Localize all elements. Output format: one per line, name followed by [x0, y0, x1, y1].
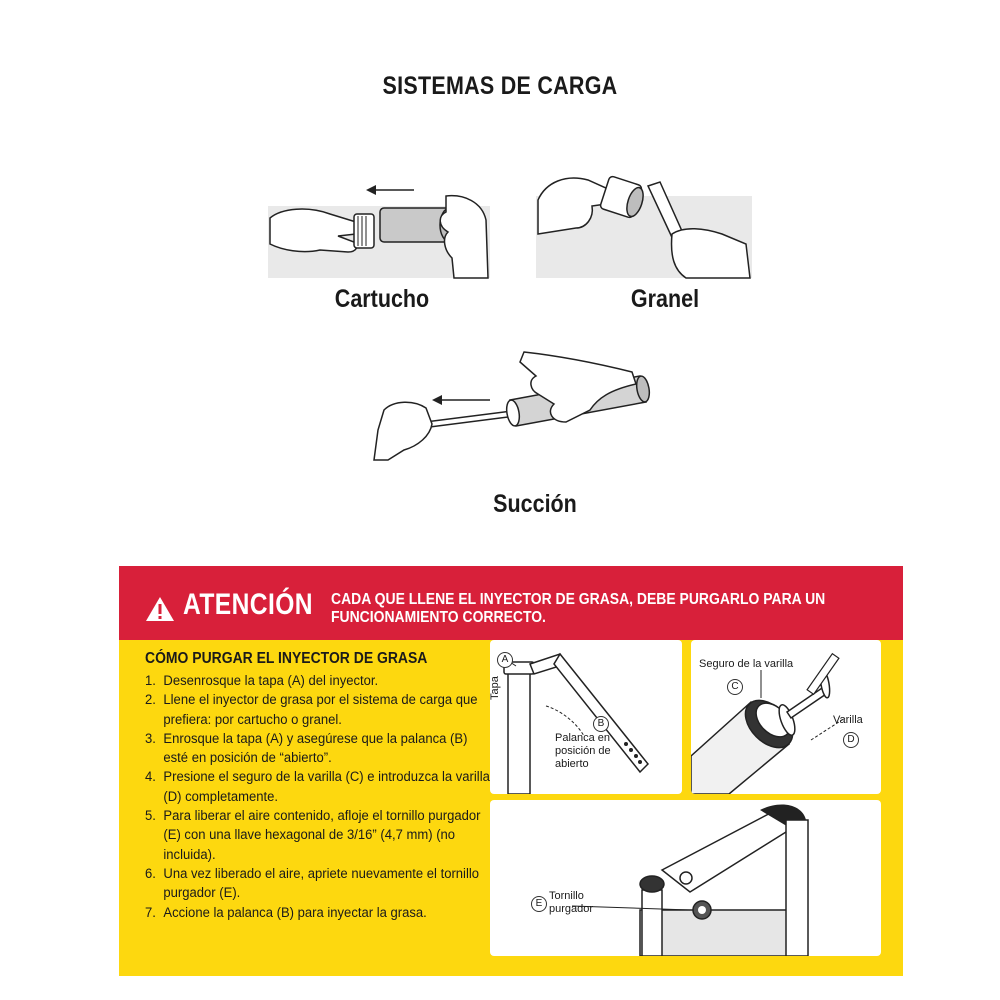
- instructions: [145, 650, 515, 923]
- cartucho-label: Cartucho: [334, 285, 430, 313]
- label-tornillo: Tornillo purgador: [549, 890, 594, 915]
- instructions-steps: [145, 672, 515, 923]
- succion-label: Succión: [493, 490, 577, 518]
- label-letter-a: A: [497, 652, 513, 668]
- step-item: Enrosque la tapa (A) y asegúrese que la palanca (B) esté en posición de “abierto”.: [163, 730, 468, 767]
- warning-message: CADA QUE LLENE EL INYECTOR DE GRASA, DEBE PURGARLO PARA UN FUNCIONAMIENTO CORRECTO.: [331, 591, 826, 626]
- cartucho-illustration: [268, 180, 490, 280]
- warning-panel: [119, 566, 903, 976]
- label-letter-d: D: [843, 732, 859, 748]
- label-varilla: Varilla: [833, 714, 863, 726]
- step-item: Desenrosque la tapa (A) del inyector.: [163, 673, 379, 689]
- step-item: Presione el seguro de la varilla (C) e introduzca la varilla (D) completamente.: [163, 769, 490, 805]
- warning-banner: [119, 566, 903, 640]
- step-item: Accione la palanca (B) para inyectar la grasa.: [163, 904, 427, 921]
- label-palanca: Palanca en posición de abierto: [555, 732, 611, 770]
- label-letter-b: B: [593, 716, 609, 732]
- page-title: SISTEMAS DE CARGA: [382, 72, 618, 100]
- warning-triangle-icon: [145, 596, 175, 627]
- label-tapa: Tapa: [489, 676, 501, 700]
- figure-tornillo-purgador: [490, 800, 881, 956]
- label-letter-c: C: [727, 679, 743, 695]
- granel-label: Granel: [630, 285, 700, 313]
- granel-illustration: [536, 170, 752, 280]
- label-seguro: Seguro de la varilla: [699, 658, 794, 670]
- label-letter-e: E: [531, 896, 547, 912]
- succion-illustration: [370, 350, 660, 470]
- step-item: Una vez liberado el aire, apriete nuevamente el tornillo purgador (E).: [163, 865, 480, 902]
- step-item: Llene el inyector de grasa por el sistema de carga que prefiera: por cartucho o granel.: [163, 692, 478, 728]
- warning-word: ATENCIÓN: [183, 588, 313, 621]
- instructions-title: CÓMO PURGAR EL INYECTOR DE GRASA: [145, 650, 428, 667]
- step-item: Para liberar el aire contenido, afloje el tornillo purgador (E) con una llave hexagonal de 3/16” (4,7 mm) (no incluida).: [163, 808, 481, 863]
